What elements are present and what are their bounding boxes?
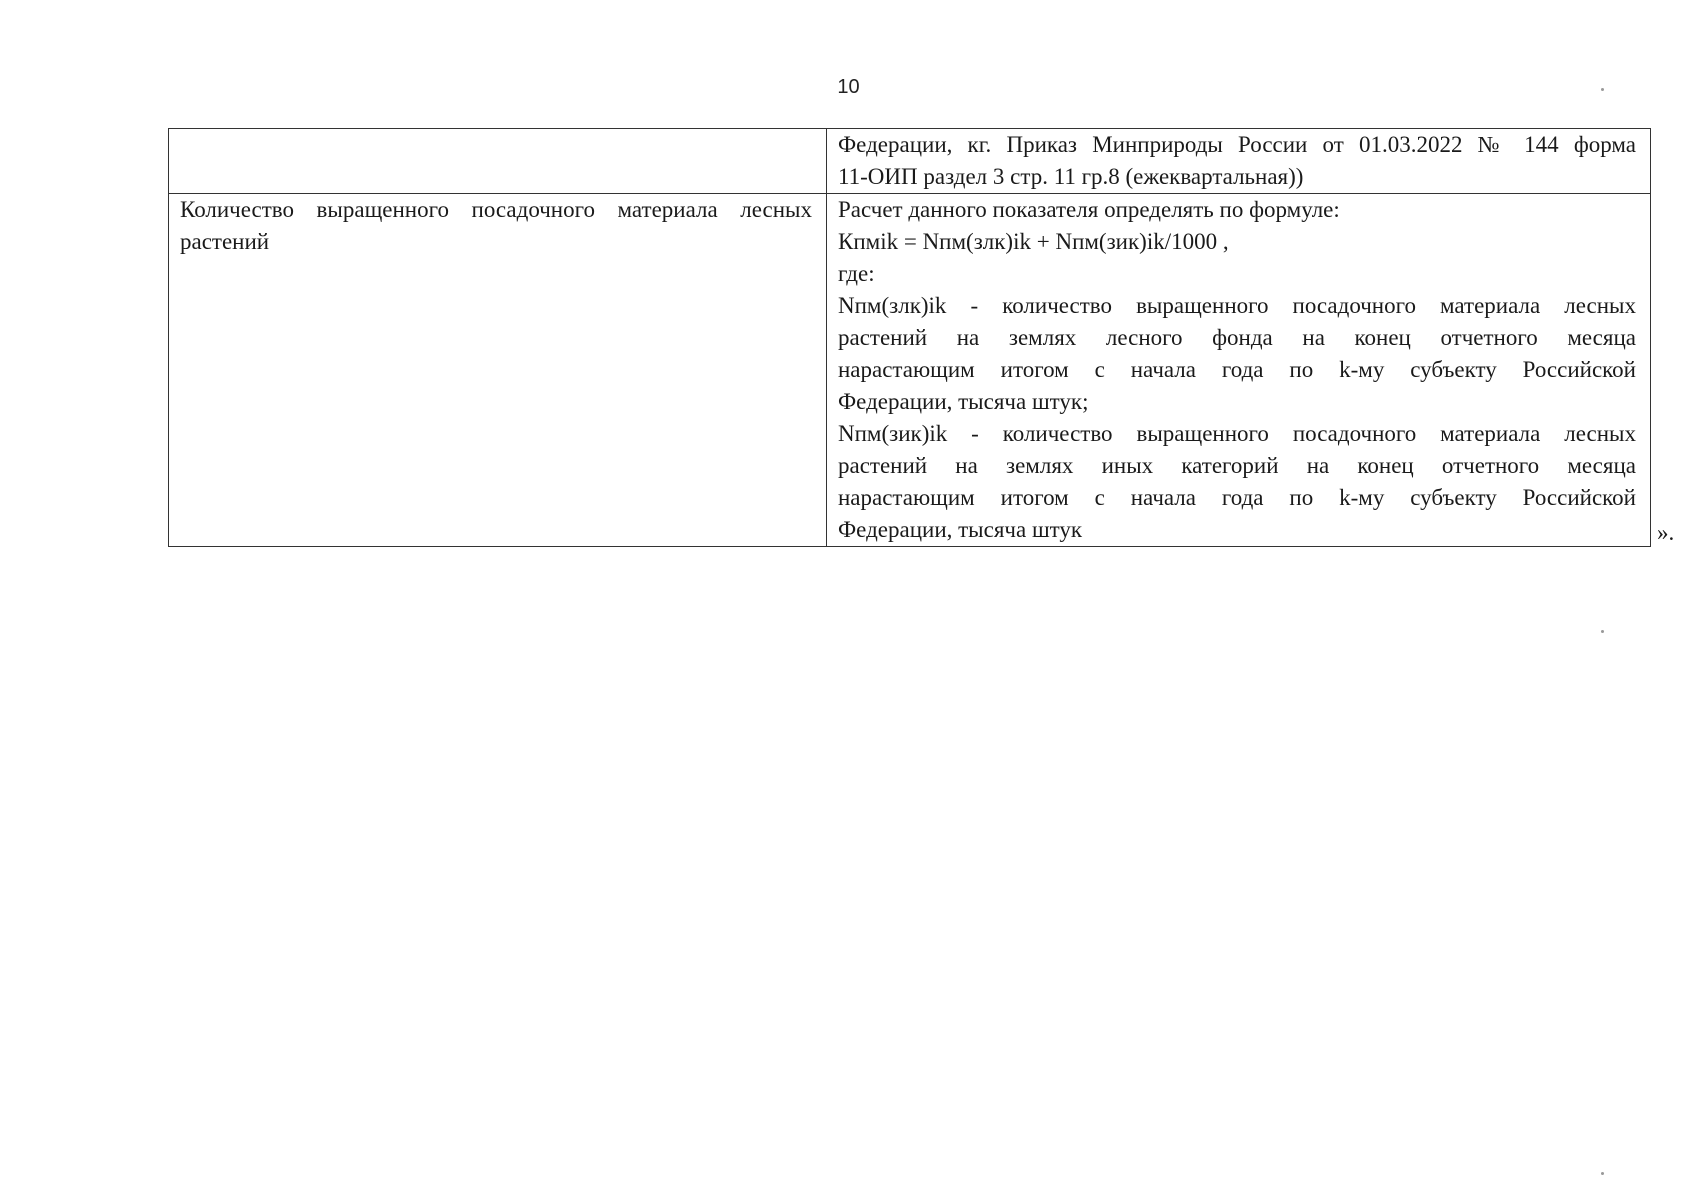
table-row bbox=[169, 194, 1651, 547]
definition-line: нарастающим итогом с начала года по k-му субъекту Российской bbox=[838, 485, 1636, 510]
indicator-name-line: Количество выращенного посадочного материала лесных bbox=[180, 197, 812, 222]
definition-line: растений на землях лесного фонда на конец отчетного месяца bbox=[838, 325, 1636, 350]
method-text-line: 11-ОИП раздел 3 стр. 11 гр.8 (ежеквартальная)) bbox=[838, 164, 1304, 189]
scan-speck bbox=[1601, 88, 1604, 91]
indicator-method-cell bbox=[827, 129, 1651, 194]
scan-speck bbox=[1601, 1172, 1604, 1175]
definition-line: растений на землях иных категорий на конец отчетного месяца bbox=[838, 453, 1636, 478]
definition-line: Федерации, тысяча штук bbox=[838, 517, 1083, 542]
page-number: 10 bbox=[837, 76, 860, 98]
formula-intro: Расчет данного показателя определять по формуле: bbox=[838, 197, 1340, 222]
table-row bbox=[169, 129, 1651, 194]
definition-line: Nпм(злк)ik - количество выращенного посадочного материала лесных bbox=[838, 293, 1636, 318]
indicator-name-line: растений bbox=[180, 229, 270, 254]
definition-line: Федерации, тысяча штук; bbox=[838, 389, 1089, 414]
indicator-method-cell bbox=[827, 194, 1651, 547]
indicator-name-cell bbox=[169, 129, 827, 194]
scan-speck bbox=[1601, 630, 1604, 633]
formula-where: где: bbox=[838, 261, 875, 286]
indicator-table bbox=[168, 128, 1651, 547]
formula: Кпмik = Nпм(злк)ik + Nпм(зик)ik/1000 , bbox=[838, 229, 1229, 254]
definition-line: Nпм(зик)ik - количество выращенного посадочного материала лесных bbox=[838, 421, 1636, 446]
closing-quote: ». bbox=[1657, 520, 1675, 545]
indicator-name-cell bbox=[169, 194, 827, 547]
method-text-line: Федерации, кг. Приказ Минприроды России от 01.03.2022 № 144 форма bbox=[838, 132, 1636, 157]
definition-line: нарастающим итогом с начала года по k-му субъекту Российской bbox=[838, 357, 1636, 382]
